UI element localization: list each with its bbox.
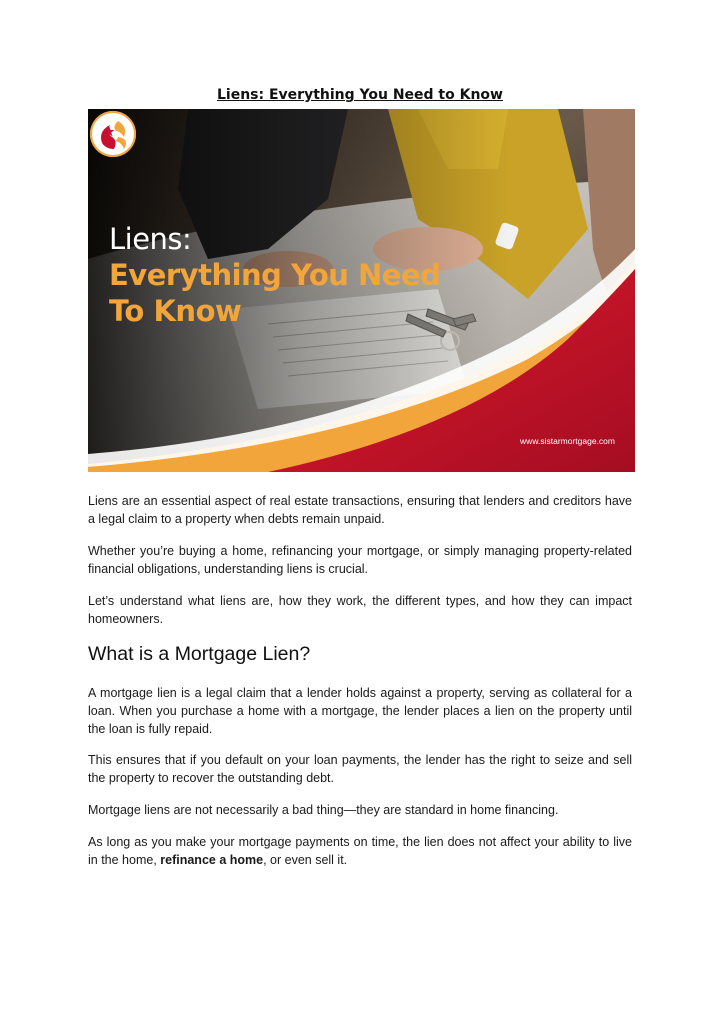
section-paragraph-2: This ensures that if you default on your loan payments, the lender has the right to seize and sell the property to recover the outstanding debt. xyxy=(88,753,632,785)
intro-paragraph-2: Whether you’re buying a home, refinancing your mortgage, or simply managing property-related financial obligations, understanding liens is crucial. xyxy=(88,544,632,576)
section-heading: What is a Mortgage Lien? xyxy=(88,643,311,665)
hero-heading-line-1: Liens: xyxy=(109,222,192,256)
section-paragraph-1: A mortgage lien is a legal claim that a lender holds against a property, serving as collateral for a loan. When you purchase a home with a mortgage, the lender places a lien on the property until the loan is fully repaid. xyxy=(88,686,632,736)
hero-heading xyxy=(109,221,440,329)
section-paragraph-3: Mortgage liens are not necessarily a bad thing—they are standard in home financing. xyxy=(88,803,559,817)
paragraph-text-after-link: , or even sell it. xyxy=(263,853,348,867)
sistar-logo-icon xyxy=(88,109,138,159)
hero-heading-line-2: Everything You Need xyxy=(109,258,441,292)
intro-paragraph-3: Let’s understand what liens are, how they work, the different types, and how they can impact homeowners. xyxy=(88,594,632,626)
intro-paragraph-1: Liens are an essential aspect of real estate transactions, ensuring that lenders and creditors have a legal claim to a property when debts remain unpaid. xyxy=(88,494,632,526)
paragraph-text-before-link: As long as you make your mortgage payments on time, the lien does not affect your ability to live in the home, xyxy=(88,835,632,867)
hero-heading-line-3: To Know xyxy=(109,294,242,328)
section-paragraph-4 xyxy=(88,833,632,869)
hero-website-url: www.sistarmortgage.com xyxy=(520,436,615,446)
page-title: Liens: Everything You Need to Know xyxy=(217,87,503,103)
hero-banner xyxy=(88,109,635,472)
refinance-a-home-link[interactable]: refinance a home xyxy=(160,853,264,867)
